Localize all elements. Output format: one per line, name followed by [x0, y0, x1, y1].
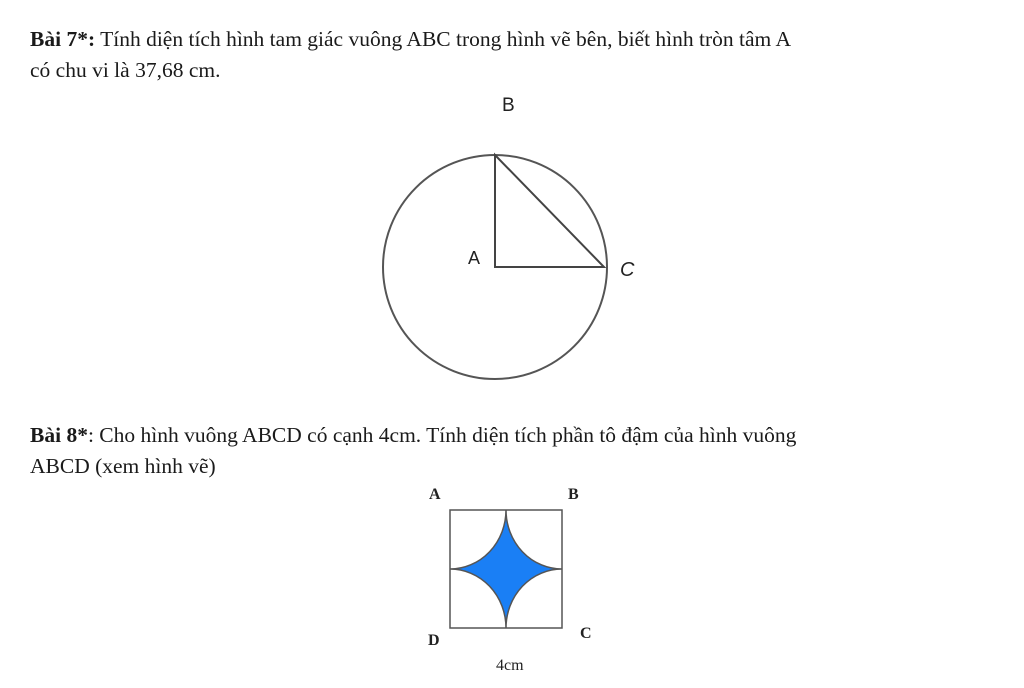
point-label-c: C — [620, 259, 635, 281]
vertex-label-c: C — [580, 625, 592, 642]
problem-7-text-line1: Tính diện tích hình tam giác vuông ABC trong hình vẽ bên, biết hình tròn tâm A — [95, 27, 791, 51]
side-length-label: 4cm — [496, 657, 524, 674]
problem-8-text-line2: ABCD (xem hình vẽ) — [30, 454, 216, 478]
problem-8-text-line1: : Cho hình vuông ABCD có cạnh 4cm. Tính diện tích phần tô đậm của hình vuông — [87, 423, 797, 447]
vertex-label-a: A — [429, 486, 441, 503]
vertex-label-b: B — [568, 486, 579, 503]
point-label-a: A — [468, 248, 481, 268]
point-label-b: B — [502, 95, 515, 116]
problem-7-text-line2: có chu vi là 37,68 cm. — [30, 58, 221, 82]
problem-7-heading: Bài 7*: — [30, 27, 96, 51]
vertex-label-d: D — [428, 632, 440, 649]
shaded-region — [450, 510, 562, 628]
problem-8-heading: Bài 8* — [30, 423, 88, 447]
